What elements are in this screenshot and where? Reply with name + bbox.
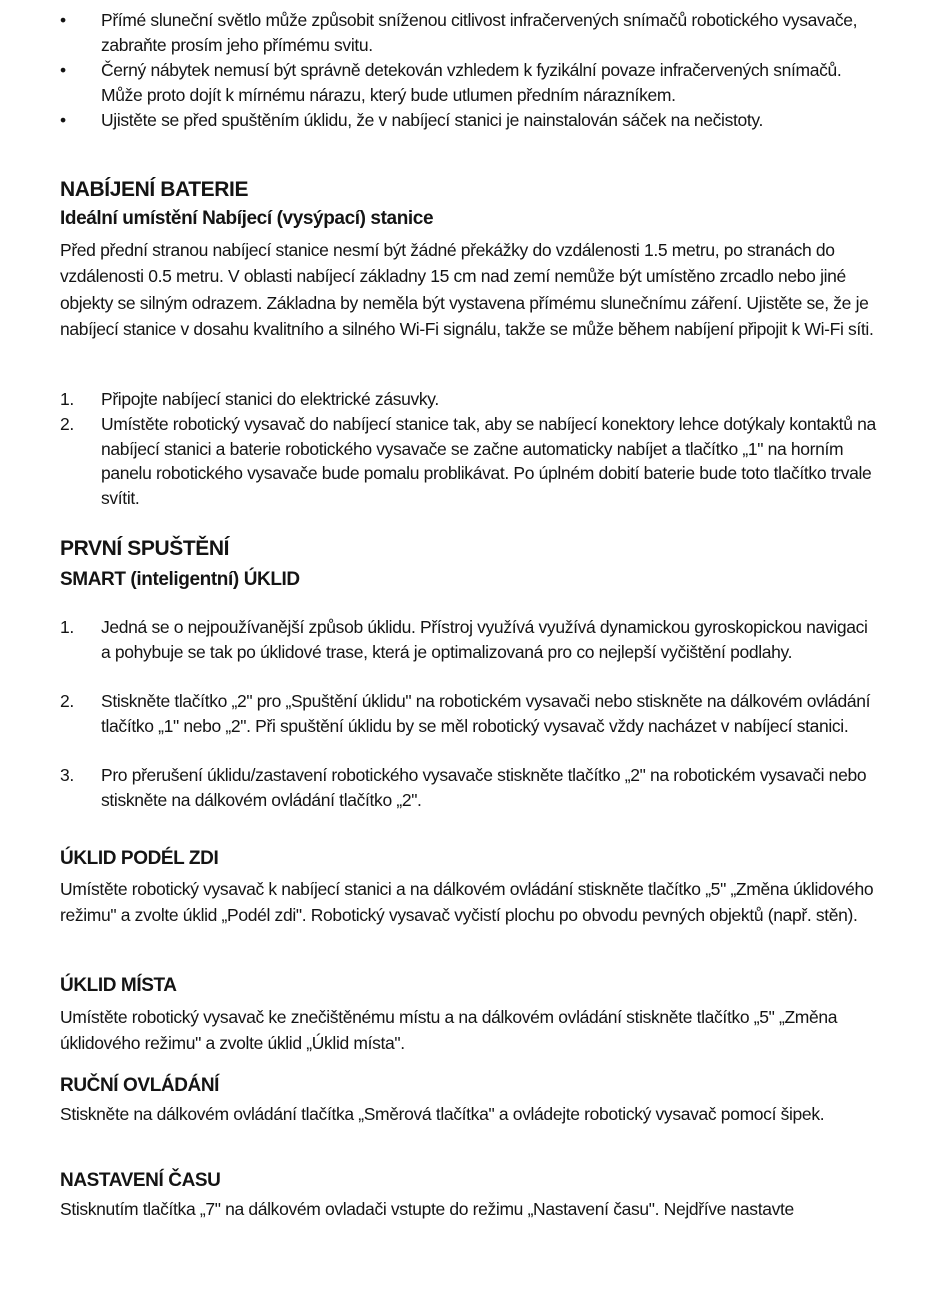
step-number: 2.	[60, 414, 74, 434]
section-heading-wall-cleaning: ÚKLID PODÉL ZDI	[60, 848, 219, 869]
section-heading-spot-cleaning: ÚKLID MÍSTA	[60, 975, 177, 996]
section-heading-manual-control: RUČNÍ OVLÁDÁNÍ	[60, 1075, 220, 1096]
step-number: 1.	[60, 389, 74, 409]
time-setting-paragraph: Stisknutím tlačítka „7" na dálkovém ovladači vstupte do režimu „Nastavení času". Nejdříve nastavte	[60, 1199, 794, 1219]
section-heading-charging: NABÍJENÍ BATERIE	[60, 178, 249, 201]
step-number: 1.	[60, 617, 74, 637]
bullet-marker: •	[60, 110, 66, 130]
step-text: Jedná se o nejpoužívanější způsob úklidu. Přístroj využívá využívá dynamickou gyroskopickou navigaci a pohybuje se tak po úklidové trase, která je optimalizovaná pro co nejlepší vyčištění podlahy.	[101, 617, 868, 662]
bullet-marker: •	[60, 10, 66, 30]
list-item-text: Ujistěte se před spuštěním úklidu, že v nabíjecí stanici je nainstalován sáček na nečistoty.	[101, 110, 764, 130]
section-heading-first-start: PRVNÍ SPUŠTĚNÍ	[60, 537, 230, 560]
manual-control-paragraph: Stiskněte na dálkovém ovládání tlačítka „Směrová tlačítka" a ovládejte robotický vysavač pomocí šipek.	[60, 1104, 825, 1124]
charging-paragraph: Před přední stranou nabíjecí stanice nesmí být žádné překážky do vzdálenosti 1.5 metru, po stranách do vzdálenosti 0.5 metru. V oblasti nabíjecí základny 15 cm nad zemí nemůže být umístěno zrcadlo nebo jiné objekty se silným odrazem. Základna by neměla být vystavena přímému slunečnímu záření. Ujistěte se, že je nabíjecí stanice v dosahu kvalitního a silného Wi-Fi signálu, takže se může během nabíjení připojit k Wi-Fi síti.	[60, 240, 874, 339]
list-item-text: Černý nábytek nemusí být správně detekován vzhledem k fyzikální povaze infračervených snímačů. Může proto dojít k mírnému nárazu, který bude utlumen předním nárazníkem.	[101, 60, 842, 105]
step-text: Připojte nabíjecí stanici do elektrické zásuvky.	[101, 389, 439, 409]
section-heading-time-setting: NASTAVENÍ ČASU	[60, 1170, 221, 1191]
spot-cleaning-paragraph: Umístěte robotický vysavač ke znečištěnému místu a na dálkovém ovládání stiskněte tlačítko „5" „Změna úklidového režimu" a zvolte úklid „Úklid místa".	[60, 1007, 838, 1054]
list-item-text: Přímé sluneční světlo může způsobit sníženou citlivost infračervených snímačů robotického vysavače, zabraňte prosím jeho přímému svitu.	[101, 10, 858, 55]
wall-cleaning-paragraph: Umístěte robotický vysavač k nabíjecí stanici a na dálkovém ovládání stiskněte tlačítko „5" „Změna úklidového režimu" a zvolte úklid „Podél zdi". Robotický vysavač vyčistí plochu po obvodu pevných objektů (např. stěn).	[60, 879, 874, 926]
step-text: Stiskněte tlačítko „2" pro „Spuštění úklidu" na robotickém vysavači nebo stiskněte na dálkovém ovládání tlačítko „1" nebo „2". Při spuštění úklidu by se měl robotický vysavač vždy nacházet v nabíjecí stanici.	[101, 691, 871, 736]
section-subheading-charging: Ideální umístění Nabíjecí (vysýpací) stanice	[60, 208, 434, 229]
step-text: Pro přerušení úklidu/zastavení robotického vysavače stiskněte tlačítko „2" na robotickém vysavači nebo stiskněte na dálkovém ovládání tlačítko „2".	[101, 765, 867, 810]
step-number: 3.	[60, 765, 74, 785]
bullet-marker: •	[60, 60, 66, 80]
step-number: 2.	[60, 691, 74, 711]
step-text: Umístěte robotický vysavač do nabíjecí stanice tak, aby se nabíjecí konektory lehce dotýkaly kontaktů na nabíjecí stanici a baterie robotického vysavače se začne automaticky nabíjet a tlačítko „1" na horním panelu robotického vysavače bude pomalu problikávat. Po úplném dobití baterie bude toto tlačítko trvale svítit.	[101, 414, 876, 508]
section-subheading-smart-cleaning: SMART (inteligentní) ÚKLID	[60, 569, 300, 590]
